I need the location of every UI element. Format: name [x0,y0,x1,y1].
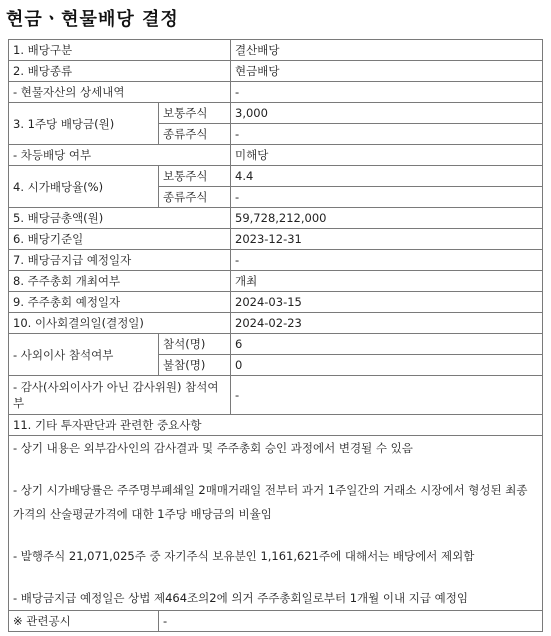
table-row [9,61,543,82]
row-label: 9. 주주총회 예정일자 [9,292,231,313]
note-item: - 상기 내용은 외부감사인의 감사결과 및 주주총회 승인 과정에서 변경될 수 있음 [13,441,413,455]
table-row [9,271,543,292]
row-sublabel: 종류주식 [159,124,231,145]
related-disclosure-label: ※ 관련공시 [9,611,159,632]
row-value: 미해당 [231,145,543,166]
table-row [9,145,543,166]
row-value: - [231,250,543,271]
table-row [9,313,543,334]
row-value: - [231,124,543,145]
row-sublabel: 불참(명) [159,355,231,376]
row-label: 1. 배당구분 [9,40,231,61]
row-value: 2024-03-15 [231,292,543,313]
row-value: 2024-02-23 [231,313,543,334]
row-sublabel: 보통주식 [159,103,231,124]
table-row [9,415,543,436]
table-row [9,334,543,355]
note-item: - 배당금지급 예정일은 상법 제464조의2에 의거 주주총회일로부터 1개월 이내 지급 예정임 [13,591,468,605]
row-label: - 감사(사외이사가 아닌 감사위원) 참석여부 [9,376,231,415]
row-value: - [231,376,543,415]
row-value: 4.4 [231,166,543,187]
table-row [9,103,543,124]
row-label: 3. 1주당 배당금(원) [9,103,159,145]
table-row [9,82,543,103]
row-label: 4. 시가배당율(%) [9,166,159,208]
row-label: 2. 배당종류 [9,61,231,82]
table-row [9,166,543,187]
table-row [9,208,543,229]
row-label: - 사외이사 참석여부 [9,334,159,376]
row-label: 10. 이사회결의일(결정일) [9,313,231,334]
related-disclosure-value: - [159,611,543,632]
disclosure-table [8,39,543,632]
table-row [9,611,543,632]
table-row [9,229,543,250]
table-row [9,292,543,313]
row-sublabel: 참석(명) [159,334,231,355]
row-label: 11. 기타 투자판단과 관련한 중요사항 [9,415,543,436]
notes-cell [9,436,543,611]
note-item: - 발행주식 21,071,025주 중 자기주식 보유분인 1,161,621주에 대해서는 배당에서 제외함 [13,549,475,563]
table-row [9,376,543,415]
row-value: 현금배당 [231,61,543,82]
table-row [9,436,543,611]
row-label: - 현물자산의 상세내역 [9,82,231,103]
row-sublabel: 보통주식 [159,166,231,187]
row-value: 결산배당 [231,40,543,61]
table-row [9,40,543,61]
row-label: 8. 주주총회 개최여부 [9,271,231,292]
row-label: 6. 배당기준일 [9,229,231,250]
row-value: 개최 [231,271,543,292]
row-value: 59,728,212,000 [231,208,543,229]
row-value: - [231,82,543,103]
row-label: 7. 배당금지급 예정일자 [9,250,231,271]
row-value: - [231,187,543,208]
table-row [9,250,543,271]
row-sublabel: 종류주식 [159,187,231,208]
row-value: 6 [231,334,543,355]
row-value: 3,000 [231,103,543,124]
row-label: - 차등배당 여부 [9,145,231,166]
row-label: 5. 배당금총액(원) [9,208,231,229]
page-title: 현금ㆍ현물배당 결정 [6,9,179,30]
row-value: 2023-12-31 [231,229,543,250]
note-item: - 상기 시가배당률은 주주명부폐쇄일 2매매거래일 전부터 과거 1주일간의 거래소 시장에서 형성된 최종가격의 산술평균가격에 대한 1주당 배당금의 비율임 [13,483,528,521]
row-value: 0 [231,355,543,376]
